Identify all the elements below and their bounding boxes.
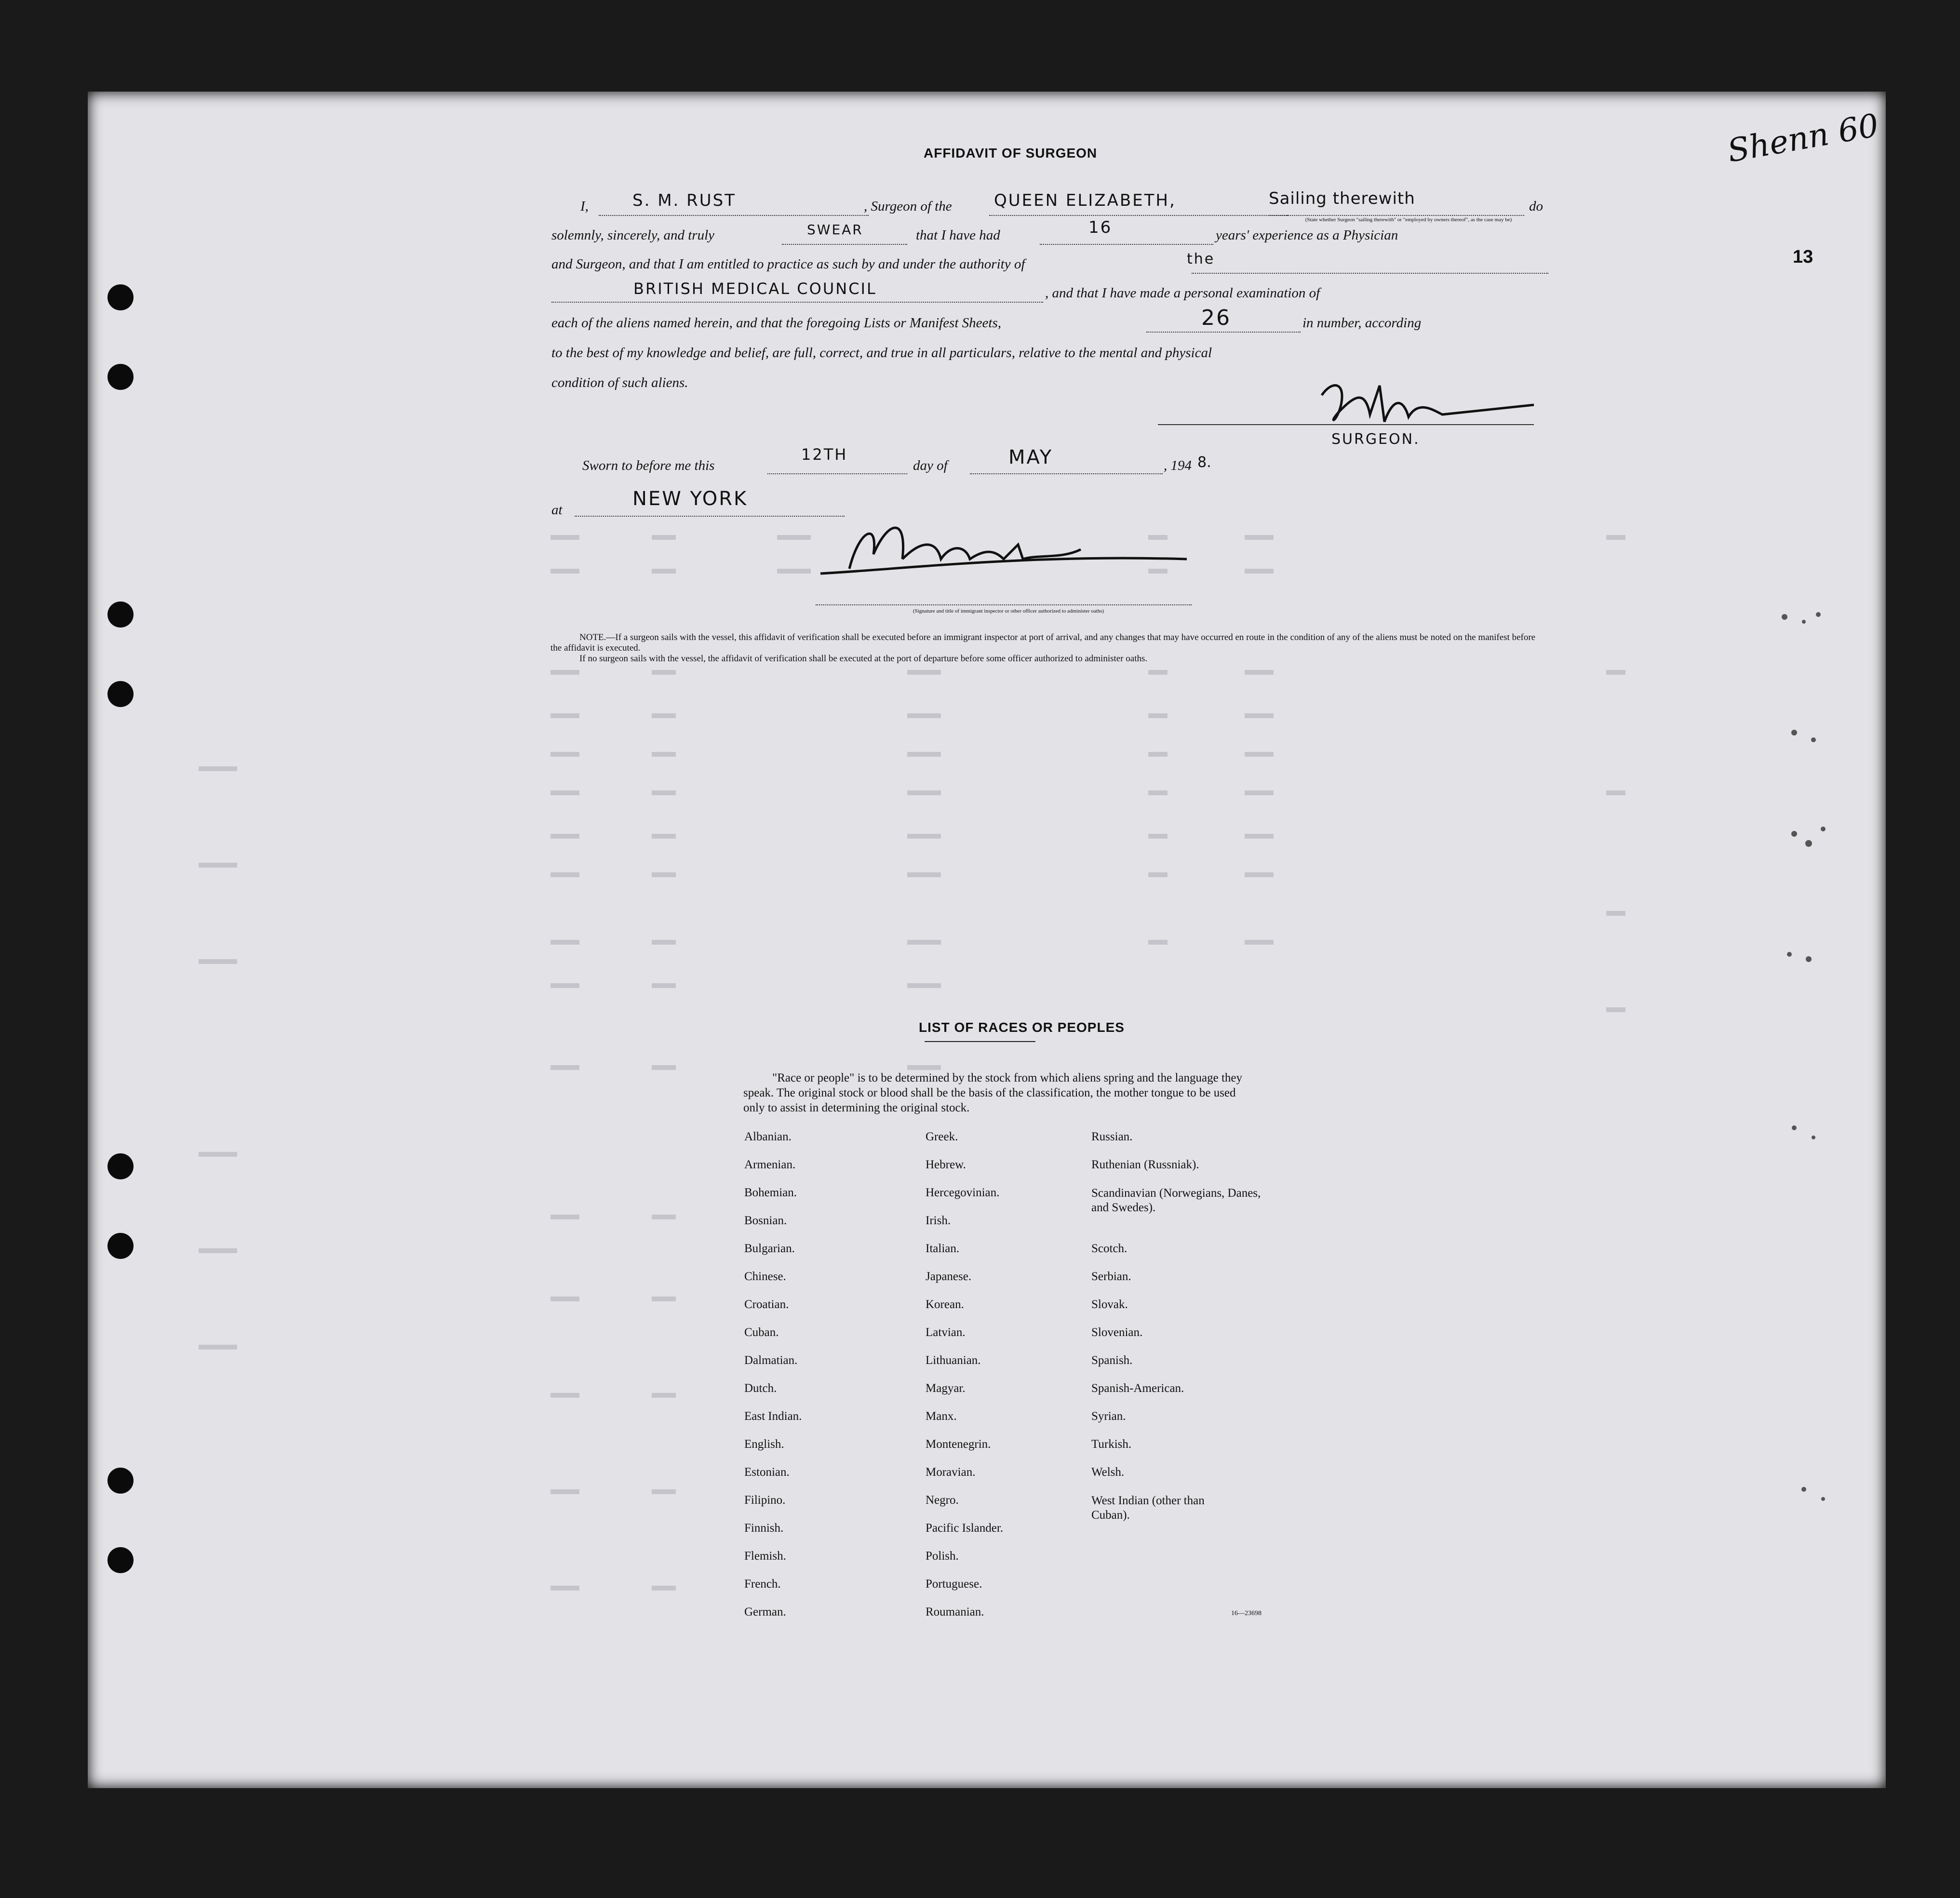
race-item: Scotch. xyxy=(1091,1242,1128,1255)
race-item: Negro. xyxy=(926,1494,959,1507)
text-that-i-have-had: that I have had xyxy=(916,227,1000,243)
sworn-place: NEW YORK xyxy=(632,488,748,510)
race-item: Korean. xyxy=(926,1298,964,1311)
race-item: Syrian. xyxy=(1091,1410,1126,1423)
blank-line xyxy=(1146,332,1301,333)
blank-line xyxy=(551,302,1043,303)
race-item: Albanian. xyxy=(744,1130,792,1143)
blank-line xyxy=(1192,273,1548,274)
authority-line-2: BRITISH MEDICAL COUNCIL xyxy=(633,280,877,298)
race-item: Greek. xyxy=(926,1130,958,1143)
race-item: Spanish. xyxy=(1091,1354,1133,1367)
authority-line-1: the xyxy=(1187,251,1215,267)
race-item: Moravian. xyxy=(926,1466,976,1479)
race-item: East Indian. xyxy=(744,1410,802,1423)
oath-type: SWEAR xyxy=(807,222,863,238)
text-sworn: Sworn to before me this xyxy=(582,458,715,473)
races-intro: "Race or people" is to be determined by the stock from which aliens spring and the language they speak. The original stock or blood shall be the basis of the classification, the mother tongue to be used only to assist in determining the original stock. xyxy=(743,1071,1242,1114)
race-item: German. xyxy=(744,1605,786,1618)
text-at: at xyxy=(551,502,563,518)
blank-line xyxy=(989,215,1288,216)
race-item: Dalmatian. xyxy=(744,1354,798,1367)
race-item: Roumanian. xyxy=(926,1605,984,1618)
race-item: Portuguese. xyxy=(926,1577,982,1591)
race-item: Croatian. xyxy=(744,1298,789,1311)
race-item: Ruthenian (Russniak). xyxy=(1091,1158,1199,1171)
blank-line xyxy=(970,473,1163,474)
race-item: Hebrew. xyxy=(926,1158,966,1171)
blank-line xyxy=(599,215,869,216)
years-experience: 16 xyxy=(1088,218,1113,237)
race-item: Welsh. xyxy=(1091,1466,1125,1479)
race-item: Chinese. xyxy=(744,1270,786,1283)
race-item: Pacific Islander. xyxy=(926,1522,1004,1535)
text-condition: condition of such aliens. xyxy=(551,375,688,390)
race-item: French. xyxy=(744,1577,781,1591)
surgeon-name: S. M. RUST xyxy=(632,191,737,210)
races-title-underline xyxy=(925,1041,1035,1042)
race-item: Latvian. xyxy=(926,1326,966,1339)
text-surgeon-of-the: , Surgeon of the xyxy=(864,199,952,214)
surgeon-label: SURGEON. xyxy=(1331,431,1420,448)
race-item: Estonian. xyxy=(744,1466,790,1479)
officer-signature-line xyxy=(816,604,1192,605)
text-year-prefix: , 194 xyxy=(1164,458,1192,473)
race-item: Slovenian. xyxy=(1091,1326,1143,1339)
sailing-status: Sailing therewith xyxy=(1269,189,1415,208)
race-item: Russian. xyxy=(1091,1130,1133,1143)
sworn-day: 12TH xyxy=(801,445,848,464)
text-best-of: to the best of my knowledge and belief, are full, correct, and true in all particulars, relative to the mental and physical xyxy=(551,345,1212,361)
race-item: Scandinavian (Norwegians, Danes, and Swedes). xyxy=(1091,1187,1261,1214)
race-item: West Indian (other than Cuban). xyxy=(1091,1494,1205,1522)
year-digit: 8. xyxy=(1197,454,1211,471)
text-solemnly: solemnly, sincerely, and truly xyxy=(551,227,715,243)
race-item: Spanish-American. xyxy=(1091,1382,1184,1395)
race-item: Montenegrin. xyxy=(926,1438,991,1451)
text-and-surgeon: and Surgeon, and that I am entitled to practice as such by and under the authority of xyxy=(551,256,1025,272)
note-1: NOTE.—If a surgeon sails with the vessel, this affidavit of verification shall be executed before an immigrant inspector at port of arrival, and any changes that may have occurred en route in the condition of any of the aliens must be noted on the manifest before the affidavit is executed. xyxy=(550,632,1536,653)
sailing-note: (State whether Surgeon "sailing therewith" or "employed by owners thereof", as the case may be) xyxy=(1305,217,1512,223)
race-item: Japanese. xyxy=(926,1270,972,1283)
form-number: 16—23698 xyxy=(1231,1610,1262,1617)
blank-line xyxy=(575,516,845,517)
race-item: Filipino. xyxy=(744,1494,786,1507)
race-item: Slovak. xyxy=(1091,1298,1128,1311)
race-item: Cuban. xyxy=(744,1326,779,1339)
vessel-name: QUEEN ELIZABETH, xyxy=(994,191,1176,210)
text-each-of-aliens: each of the aliens named herein, and that the foregoing Lists or Manifest Sheets, xyxy=(551,315,1001,331)
race-item: Magyar. xyxy=(926,1382,966,1395)
officer-signature xyxy=(811,511,1206,583)
signature-caption: (Signature and title of immigrant inspector or other officer authorized to administer oaths) xyxy=(913,608,1104,614)
blank-line xyxy=(782,244,907,245)
race-item: Lithuanian. xyxy=(926,1354,981,1367)
race-item: Bulgarian. xyxy=(744,1242,795,1255)
blank-line xyxy=(1269,215,1524,216)
race-item: Flemish. xyxy=(744,1550,786,1563)
text-years-experience: years' experience as a Physician xyxy=(1216,227,1398,243)
blank-line xyxy=(767,473,907,474)
races-title: LIST OF RACES OR PEOPLES xyxy=(919,1020,1125,1035)
race-item: Italian. xyxy=(926,1242,960,1255)
text-day-of: day of xyxy=(913,458,948,473)
race-item: Dutch. xyxy=(744,1382,777,1395)
document-sheet xyxy=(88,92,1886,1788)
text-do: do xyxy=(1529,199,1543,214)
page-number: 13 xyxy=(1793,247,1813,267)
race-item: Finnish. xyxy=(744,1522,784,1535)
race-item: English. xyxy=(744,1438,784,1451)
text-i: I, xyxy=(580,199,589,214)
race-item: Serbian. xyxy=(1091,1270,1131,1283)
race-item: Armenian. xyxy=(744,1158,796,1171)
sworn-month: MAY xyxy=(1008,446,1053,468)
sheet-count: 26 xyxy=(1201,306,1231,330)
affidavit-title: AFFIDAVIT OF SURGEON xyxy=(924,146,1098,160)
race-item: Polish. xyxy=(926,1550,959,1563)
race-item: Irish. xyxy=(926,1214,951,1227)
note-2: If no surgeon sails with the vessel, the affidavit of verification shall be executed at the port of departure before some officer authorized to administer oaths. xyxy=(579,654,1148,664)
blank-line xyxy=(1040,244,1213,245)
text-personal-exam: , and that I have made a personal examination of xyxy=(1045,285,1320,301)
race-item: Hercegovinian. xyxy=(926,1186,1000,1199)
margin-annotation: Shenn 60 xyxy=(1724,107,1882,170)
race-item: Turkish. xyxy=(1091,1438,1132,1451)
text-in-number: in number, according xyxy=(1302,315,1422,331)
race-item: Manx. xyxy=(926,1410,957,1423)
surgeon-signature xyxy=(1312,376,1544,439)
race-item: Bohemian. xyxy=(744,1186,797,1199)
race-item: Bosnian. xyxy=(744,1214,787,1227)
